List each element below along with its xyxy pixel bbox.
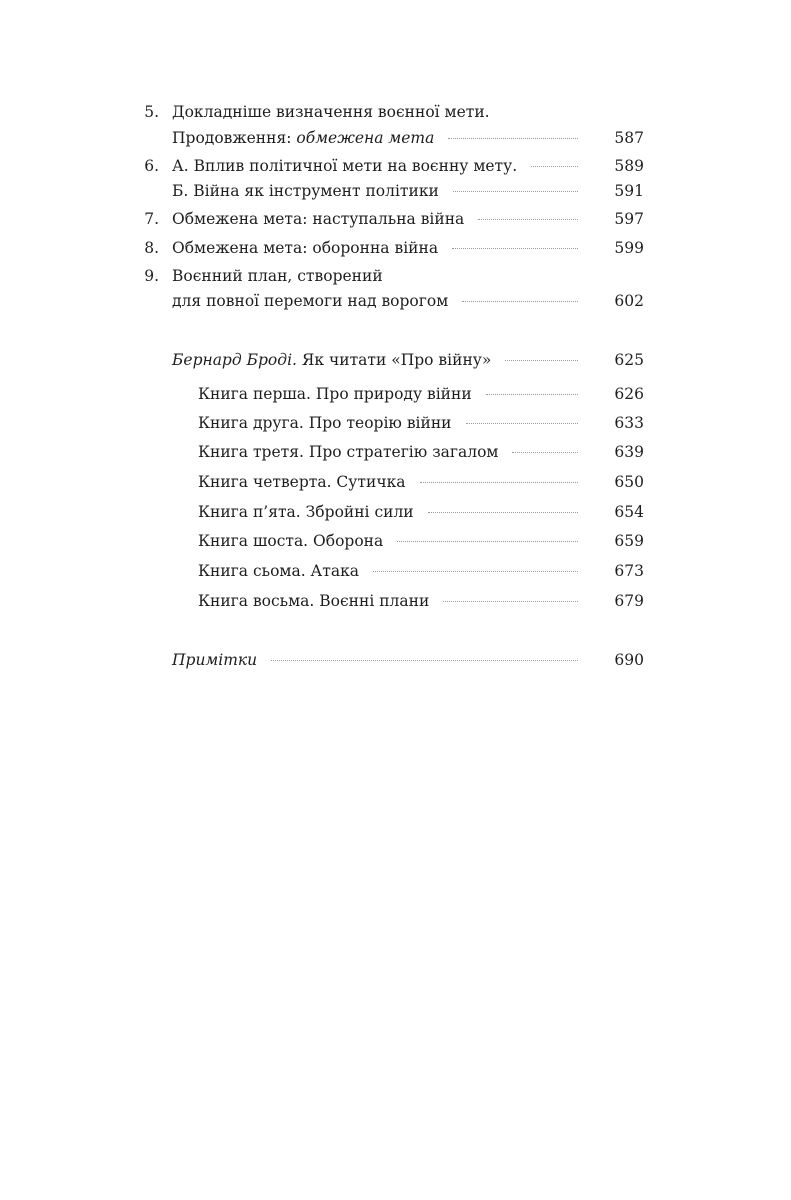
chapter-number: 5.	[144, 103, 159, 121]
page-number: 597	[614, 210, 644, 228]
chapter-title: Обмежена мета: наступальна війна	[172, 210, 465, 228]
chapter-title-line1: Докладніше визначення воєнної мети.	[172, 103, 490, 121]
dot-leader	[452, 248, 578, 249]
chapter-title-line1: А. Вплив політичної мети на воєнну мету.	[172, 157, 518, 175]
book-title: Книга п’ята. Збройні сили	[198, 503, 414, 521]
toc-line	[198, 471, 592, 493]
toc-line	[172, 101, 642, 123]
dot-leader	[531, 166, 578, 167]
dot-leader	[373, 571, 578, 572]
book-title: Книга перша. Про природу війни	[198, 385, 472, 403]
page-number: 659	[614, 532, 644, 550]
essay-author: Бернард Броді.	[172, 351, 297, 369]
toc-line	[198, 530, 592, 552]
book-title: Книга восьма. Воєнні плани	[198, 592, 430, 610]
page-number: 626	[614, 385, 644, 403]
dot-leader	[466, 423, 578, 424]
toc-line	[172, 127, 592, 149]
page-number: 679	[614, 592, 644, 610]
chapter-number: 6.	[144, 157, 159, 175]
page-number: 625	[614, 351, 644, 369]
dot-leader	[420, 482, 579, 483]
page-number: 587	[614, 129, 644, 147]
notes-title: Примітки	[172, 651, 258, 669]
chapter-title-line2: Б. Війна як інструмент політики	[172, 182, 439, 200]
page-number: 599	[614, 239, 644, 257]
toc-line	[198, 501, 592, 523]
book-title: Книга сьома. Атака	[198, 562, 360, 580]
chapter-title: Обмежена мета: оборонна війна	[172, 239, 439, 257]
dot-leader	[448, 138, 578, 139]
page-number: 673	[614, 562, 644, 580]
toc-line	[172, 237, 592, 259]
toc-line	[172, 649, 592, 671]
toc-line	[172, 155, 592, 177]
page-number: 591	[614, 182, 644, 200]
book-title: Книга друга. Про теорію війни	[198, 414, 452, 432]
toc-line	[198, 383, 592, 405]
page-number: 650	[614, 473, 644, 491]
book-title: Книга шоста. Оборона	[198, 532, 384, 550]
dot-leader	[397, 541, 578, 542]
dot-leader	[443, 601, 578, 602]
chapter-number: 7.	[144, 210, 159, 228]
toc-line	[198, 560, 592, 582]
book-title: Книга четверта. Сутичка	[198, 473, 406, 491]
page-number: 589	[614, 157, 644, 175]
dot-leader	[271, 660, 578, 661]
toc-line	[172, 265, 642, 287]
chapter-title-plain: Продовження:	[172, 129, 297, 147]
chapter-number: 8.	[144, 239, 159, 257]
essay-title-text: Як читати «Про війну»	[296, 351, 492, 369]
book-title: Книга третя. Про стратегію загалом	[198, 443, 499, 461]
toc-line	[198, 590, 592, 612]
toc-line	[172, 349, 592, 371]
page-number: 602	[614, 292, 644, 310]
dot-leader	[505, 360, 578, 361]
toc-line	[172, 290, 592, 312]
toc-line	[172, 180, 592, 202]
dot-leader	[486, 394, 578, 395]
chapter-title-line2	[172, 127, 434, 149]
chapter-number: 9.	[144, 267, 159, 285]
page-number: 633	[614, 414, 644, 432]
chapter-title-line2: для повної перемоги над ворогом	[172, 292, 449, 310]
toc-line	[172, 208, 592, 230]
toc-line	[198, 412, 592, 434]
dot-leader	[462, 301, 578, 302]
chapter-title-line1: Воєнний план, створений	[172, 267, 383, 285]
chapter-title-italic: обмежена мета	[296, 129, 435, 147]
dot-leader	[428, 512, 578, 513]
toc-line	[198, 441, 592, 463]
page-number: 690	[614, 651, 644, 669]
page-number: 654	[614, 503, 644, 521]
dot-leader	[453, 191, 578, 192]
essay-title	[172, 349, 491, 371]
page-number: 639	[614, 443, 644, 461]
dot-leader	[478, 219, 578, 220]
dot-leader	[512, 452, 578, 453]
